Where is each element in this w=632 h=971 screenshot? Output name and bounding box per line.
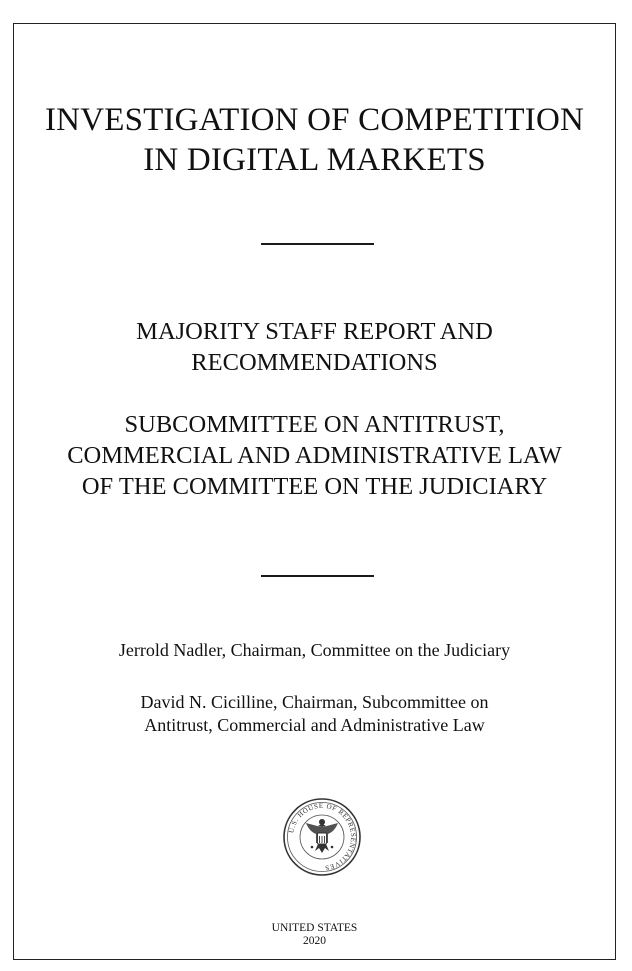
chairman-cicilline-line-2: Antitrust, Commercial and Administrative Law <box>144 715 485 735</box>
divider-rule-bottom <box>261 575 374 577</box>
chairman-nadler <box>14 639 615 661</box>
house-seal-icon <box>282 797 362 877</box>
chairman-cicilline-line-1: David N. Cicilline, Chairman, Subcommittee on <box>140 692 489 712</box>
chairman-nadler-text: Jerrold Nadler, Chairman, Committee on the Judiciary <box>118 640 511 660</box>
subcommittee-line-2: COMMERCIAL AND ADMINISTRATIVE LAW <box>67 442 562 469</box>
subcommittee-line-1: SUBCOMMITTEE ON ANTITRUST, <box>124 411 505 438</box>
report-subtitle <box>14 316 615 378</box>
footer-year: 2020 <box>303 935 326 947</box>
document-page <box>13 23 616 960</box>
title-line-2: IN DIGITAL MARKETS <box>143 142 486 178</box>
report-line-1: MAJORITY STAFF REPORT AND <box>136 318 493 345</box>
report-title <box>14 100 615 180</box>
seal-text: U.S. HOUSE OF REPRESENTATIVES <box>287 801 358 872</box>
divider-rule-top <box>261 243 374 245</box>
publication-footer <box>14 922 615 948</box>
footer-country: UNITED STATES <box>271 922 358 934</box>
title-line-1: INVESTIGATION OF COMPETITION <box>44 102 585 138</box>
subcommittee-heading <box>14 409 615 502</box>
subcommittee-line-3: OF THE COMMITTEE ON THE JUDICIARY <box>81 473 548 500</box>
report-line-2: RECOMMENDATIONS <box>191 349 438 376</box>
chairman-cicilline <box>14 691 615 737</box>
